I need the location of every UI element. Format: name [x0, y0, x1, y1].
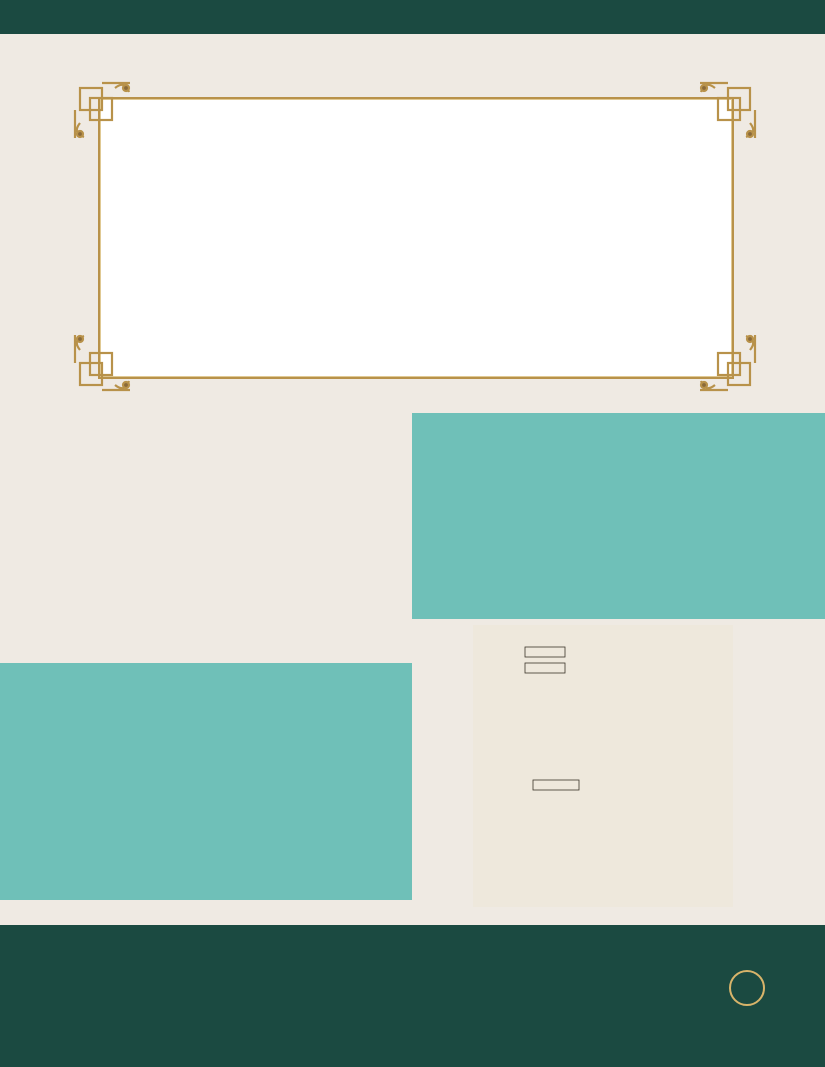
quote-box-left — [0, 663, 412, 900]
objective-frame — [98, 97, 734, 379]
corner-ornament-bottom-right — [690, 325, 760, 395]
quote-box-right — [412, 413, 825, 619]
blueprint-drawing — [473, 625, 733, 907]
page-number — [729, 970, 765, 1006]
corner-ornament-bottom-left — [70, 325, 140, 395]
top-border-band — [0, 0, 825, 34]
bottom-border-band — [0, 925, 825, 1067]
art-deco-pattern-top — [0, 0, 825, 34]
corner-ornament-top-right — [690, 78, 760, 148]
art-deco-pattern-bottom — [0, 925, 825, 1067]
corner-ornament-top-left — [70, 78, 140, 148]
track-blueprint-image — [473, 625, 733, 907]
